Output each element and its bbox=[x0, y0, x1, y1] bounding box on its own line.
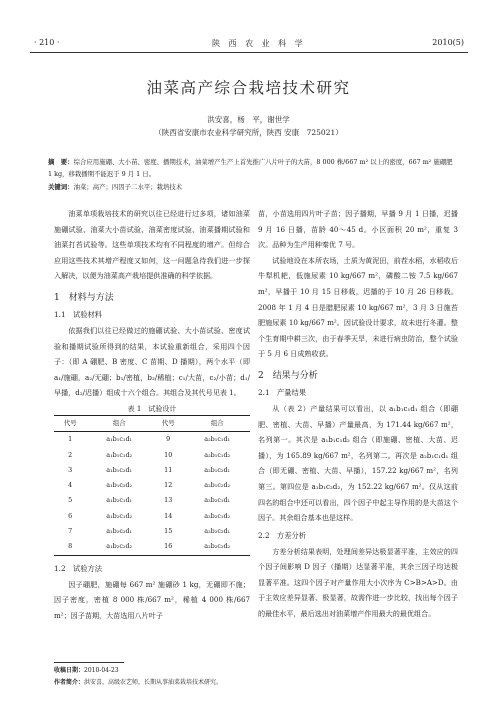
table-cell: a₁b₁c₁d₁ bbox=[106, 435, 133, 444]
table-1 bbox=[54, 403, 250, 556]
table-cell: 1 bbox=[68, 435, 73, 444]
left-column bbox=[54, 206, 250, 623]
table-cell: a₁b₂c₂d₂ bbox=[106, 542, 133, 551]
affiliation: （陕西省安康市农业科学研究所，陕西 安康 725021） bbox=[154, 128, 343, 137]
table-row bbox=[54, 478, 250, 493]
materials-paragraph: 依据我们以往已经做过的施硼试验、大小苗试验、密度试验和播期试验所得到的结果，本试验重新组合，采用四个因子：（即 A 硼肥、B 密度、C 苗期、D 播期），两个水平（即 a₁/施硼，a₂/无硼；b₁/密植，b₂/稀植；c₁/大苗，c₂/小苗；d₁/早播，d₂/迟播）组成十六个组合。其组合及其代号见表 1。 bbox=[54, 325, 250, 398]
table-cell: 14 bbox=[164, 511, 173, 520]
author-bio: 作者简介：洪安喜，高级农艺师，长期从事油菜栽培技术研究。 bbox=[54, 679, 223, 686]
table-header-cell: 组合 bbox=[210, 418, 224, 427]
table-cell: 10 bbox=[164, 450, 173, 459]
footnote-rule bbox=[54, 662, 124, 663]
table-cell: 16 bbox=[164, 542, 173, 551]
table-row bbox=[54, 493, 250, 508]
methods-paragraph: 因子硼肥，施硼每 667 m² 施硼砂 1 kg，无硼即不施；因子密度，密植 8 000 株/667 m²，稀植 4 000 株/667 m²；因子苗期，大苗选用八片叶子 bbox=[54, 579, 250, 620]
table-cell: 9 bbox=[166, 435, 171, 444]
article-title: 油菜高产综合栽培技术研究 bbox=[146, 79, 351, 97]
issue-number: 2010(5) bbox=[432, 38, 464, 47]
table-header-cell: 组合 bbox=[112, 418, 126, 427]
table-cell: a₂b₂c₁d₁ bbox=[204, 496, 231, 505]
intro-paragraph: 油菜单项栽培技术的研究以往已经进行过多项，诸如油菜施硼试验、油菜大小苗试验、油菜密度试验、油菜播期试验和油菜打苔试验等。这些单项技术均有不同程度的增产。但综合应用这些技术其增产程度又如何，这一问题急待我们进一步探入解决，以便为油菜高产栽培提供准确的科学依据。 bbox=[54, 209, 250, 281]
table-cell: a₂b₂c₁d₂ bbox=[204, 511, 231, 520]
design-table bbox=[54, 415, 250, 556]
table-cell: 7 bbox=[68, 527, 73, 536]
keywords-label: 关键词： bbox=[48, 183, 74, 191]
page-number: · 210 · bbox=[34, 38, 60, 47]
subsection-heading-2-2: 2.2 方差分析 bbox=[258, 530, 307, 540]
right-column bbox=[258, 206, 458, 622]
table-cell: 8 bbox=[68, 542, 73, 551]
journal-name: 陕 西 农 业 科 学 bbox=[212, 39, 306, 48]
table-row bbox=[54, 432, 250, 448]
table-cell: 12 bbox=[164, 481, 173, 490]
table-cell: 4 bbox=[68, 481, 73, 490]
table-row bbox=[54, 524, 250, 539]
abstract bbox=[48, 156, 453, 180]
table-cell: 2 bbox=[68, 450, 73, 459]
table-cell: a₂b₁c₂d₂ bbox=[204, 481, 231, 490]
subsection-heading-2-1: 2.1 产量结果 bbox=[258, 387, 307, 397]
abstract-label: 摘 要： bbox=[48, 158, 74, 166]
author-list: 洪安喜，杨 平，谢世学 bbox=[207, 115, 290, 124]
field-management-paragraph: 试验地设在本所农场，土质为黄泥田，前茬水稻，水稻收后牛犁机耙，低施尿素 10 kg/667 m²，磷酸二铵 7.5 kg/667 m²，早播于 10 月 15 日移栽，迟播的于 10 月 26 日移栽。2008 年 1 月 4 日是腊肥尿素 10 kg/667 m²，3 月 3 日施苔肥施尿素 10 kg/667 m²。因试验设计要求，故未进行冬灌。整个生育期中耕三次，由于春季天旱，未进行病虫防治，整个试验于 5 月 6 日成熟收获。 bbox=[258, 255, 458, 359]
subsection-heading-1-1: 1.1 试验材料 bbox=[54, 309, 103, 319]
table-row bbox=[54, 509, 250, 524]
table-cell: a₁b₁c₂d₂ bbox=[106, 481, 133, 490]
table-cell: a₂b₂c₂d₂ bbox=[204, 542, 231, 551]
table-cell: 13 bbox=[164, 496, 173, 505]
table-cell: 3 bbox=[68, 465, 73, 474]
table-header-cell: 代号 bbox=[161, 418, 175, 427]
running-header bbox=[30, 38, 468, 53]
table-cell: 15 bbox=[164, 527, 173, 536]
table-cell: 5 bbox=[68, 496, 73, 505]
table-cell: a₂b₁c₂d₁ bbox=[204, 465, 231, 474]
table-cell: a₁b₂c₁d₂ bbox=[106, 511, 133, 520]
table-cell: 6 bbox=[68, 511, 73, 520]
section-heading-1: 1 材料与方法 bbox=[54, 292, 114, 303]
keywords-text: 油菜；高产；四因子二水平；栽培技术 bbox=[73, 183, 183, 191]
table-cell: a₁b₁c₁d₂ bbox=[106, 450, 133, 459]
table-header-cell: 代号 bbox=[63, 418, 77, 427]
section-heading-2: 2 结果与分析 bbox=[258, 370, 318, 381]
table-caption: 表 1 试验设计 bbox=[127, 404, 177, 413]
table-cell: 11 bbox=[164, 465, 173, 474]
table-cell: a₂b₁c₁d₂ bbox=[204, 450, 231, 459]
table-row bbox=[54, 448, 250, 463]
table-cell: a₂b₂c₂d₁ bbox=[204, 527, 231, 536]
abstract-text: 综合应用施硼、大小苗、密度、播期技术，油菜增产生产上首先推广八片叶子的大苗，8 000 株/667 m² 以上的密度，667 m² 施硼肥 1 kg，移栽播期不能迟于 9 月 1 日。 bbox=[48, 158, 453, 178]
table-cell: a₁b₂c₁d₁ bbox=[106, 496, 133, 505]
table-cell: a₁b₁c₂d₁ bbox=[106, 465, 133, 474]
table-cell: a₁b₂c₂d₁ bbox=[106, 527, 133, 536]
subsection-heading-1-2: 1.2 试验方法 bbox=[54, 563, 103, 573]
keywords bbox=[48, 182, 453, 191]
footnote bbox=[54, 662, 334, 689]
table-row bbox=[54, 463, 250, 478]
methods-paragraph-continued: 苗，小苗选用四片叶子苗；因子播期，早播 9 月 1 日播，迟播 9 月 16 日播，苗龄 40～45 d。小区面积 20 m²，重复 3 次。品种为生产用种秦优 7 号。 bbox=[258, 209, 458, 250]
table-row bbox=[54, 539, 250, 555]
variance-analysis-paragraph: 方差分析结果表明，处理间差异达极显著平准，主效应的四个因子间影响 D 因子（播期）达显著平准，其余三因子均达极显著平准。这四个因子对产量作用大小次序为 C>B>A>D。由于主效应差异显著、极显著，故需作进一步比较，找出每个因子的最佳水平，最后选出对油菜增产作用最大的最优组合。 bbox=[258, 546, 458, 619]
table-body bbox=[54, 432, 250, 555]
table-cell: a₂b₁c₁d₁ bbox=[204, 435, 231, 444]
yield-results-paragraph: 从（表 2）产量结果可以看出，以 a₁b₁c₁d₁ 组合（即硼肥、密植、大苗、早播）产量最高，为 171.44 kg/667 m²，名列第一。其次是 a₁b₁c₁d₂ 组合（即施硼、密植、大苗、迟播），为 165.89 kg/667 m²，名列第二。再次是 a₂b₁c₁d₁ 组合（即无硼、密植、大苗、早播），157.22 kg/667 m²，名列第三。第四位是 a₁b₁c₂d₂，为 152.22 kg/667 m²。仅从这前四名的组合中还可以看出，四个因子中起主导作用的是大苗这个因子。其余组合基本也是这样。 bbox=[258, 403, 458, 523]
table-header-row bbox=[54, 415, 250, 431]
received-date: 收稿日期：2010-04-23 bbox=[54, 667, 119, 674]
